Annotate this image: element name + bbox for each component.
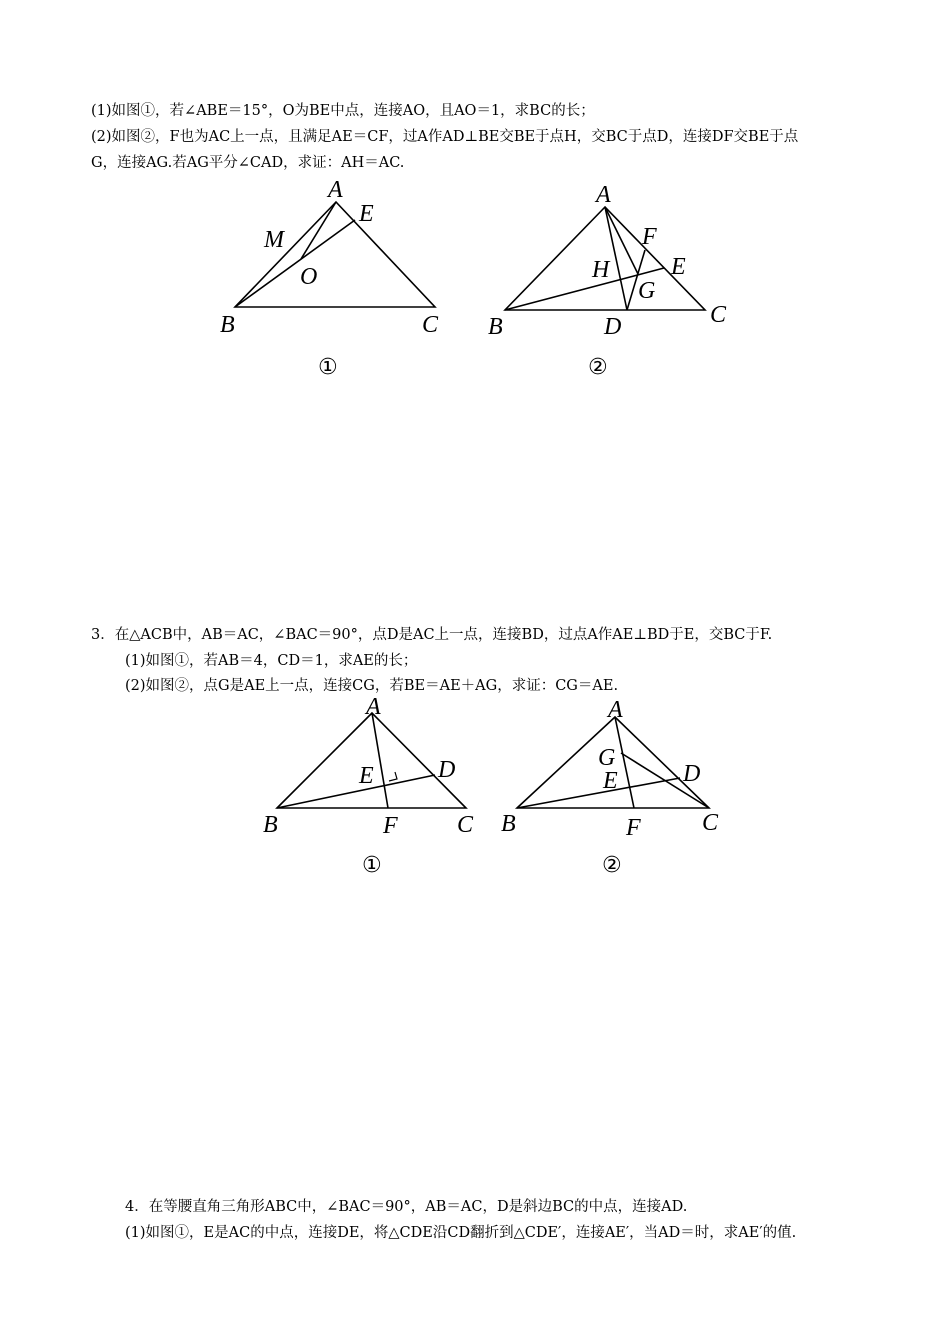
label-f: F [626,815,641,841]
label-b: B [488,314,503,340]
segment-bd [517,778,680,808]
label-g: G [598,745,616,771]
triangle-abc [235,202,435,307]
label-c: C [702,810,719,836]
label-d: D [438,757,456,783]
label-e: E [359,201,374,227]
label-b: B [501,811,516,837]
p4-line-1: 4．在等腰直角三角形ABC中，∠BAC＝90°，AB＝AC，D是斜边BC的中点，连接AD. [125,1199,688,1215]
label-a: A [366,695,381,720]
p2-line-1: (1)如图①，若∠ABE＝15°，O为BE中点，连接AO，且AO＝1，求BC的长； [91,103,595,119]
label-c: C [457,812,474,838]
caption-2: ② [588,355,608,380]
label-g: G [638,278,656,304]
label-e: E [671,254,686,280]
label-d: D [683,761,701,787]
label-o: O [300,264,318,290]
segment-bd [277,775,435,808]
caption-2: ② [602,853,622,878]
segment-af [615,717,634,808]
segment-ao [301,202,336,259]
p3-figure-1 [255,695,485,885]
label-b: B [220,312,235,338]
label-m: M [264,227,284,253]
p3-line-1: 3．在△ACB中，AB＝AC，∠BAC＝90°，点D是AC上一点，连接BD，过点A作AE⊥BD于E，交BC于F. [91,627,773,643]
p2-figure-1 [210,172,470,387]
label-e: E [359,763,374,789]
segment-ag [605,207,638,274]
label-a: A [328,177,343,203]
p3-line-3: (2)如图②，点G是AE上一点，连接CG，若BE＝AE＋AG，求证：CG＝AE. [125,678,619,694]
label-a: A [596,182,611,208]
p2-line-2: (2)如图②，F也为AC上一点，且满足AE＝CF，过A作AD⊥BE交BE于点H，交BC于点D，连接DF交BE于点 [91,129,799,145]
label-e: E [603,768,618,794]
label-a: A [608,697,623,723]
label-d: D [604,314,622,340]
caption-1: ① [318,355,338,380]
label-b: B [263,812,278,838]
segment-be [235,220,355,307]
label-f: F [383,813,398,839]
p2-figure-2 [480,172,750,387]
label-h: H [592,257,610,283]
p3-line-2: (1)如图①，若AB＝4，CD＝1，求AE的长； [125,653,418,669]
p3-figure-2 [495,695,735,885]
p2-line-3: G，连接AG.若AG平分∠CAD，求证：AH＝AC. [91,155,405,171]
caption-1: ① [362,853,382,878]
right-angle-mark [389,772,397,781]
p4-line-2: (1)如图①，E是AC的中点，连接DE，将△CDE沿CD翻折到△CDE′，连接AE′，当AD＝时，求AE′的值. [125,1225,797,1241]
label-c: C [422,312,439,338]
label-f: F [642,224,657,250]
label-c: C [710,302,727,328]
